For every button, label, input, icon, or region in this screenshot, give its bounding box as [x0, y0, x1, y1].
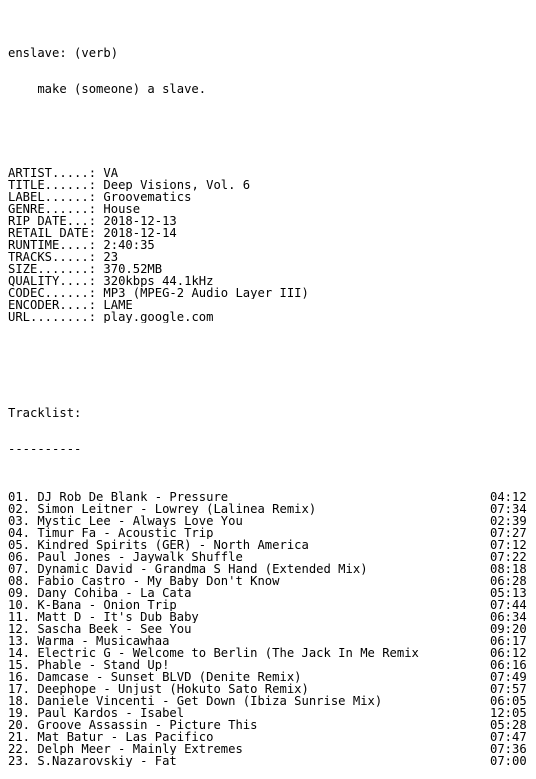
track-duration: 07:00: [490, 755, 527, 767]
metadata-key: TRACKS.....:: [8, 251, 104, 263]
track-row: [8, 707, 532, 719]
track-row: [8, 671, 532, 683]
track-row: [8, 563, 532, 575]
metadata-row: [8, 227, 532, 239]
track-title: 15. Phable - Stand Up!: [8, 659, 170, 671]
spacer: [8, 119, 532, 131]
track-duration: 06:05: [490, 695, 527, 707]
metadata-row: [8, 287, 532, 299]
track-title: 10. K-Bana - Onion Trip: [8, 599, 177, 611]
track-duration: 07:49: [490, 671, 527, 683]
track-title: 01. DJ Rob De Blank - Pressure: [8, 491, 229, 503]
metadata-value: 2:40:35: [103, 239, 155, 251]
track-duration: 07:22: [490, 551, 527, 563]
track-duration: 02:39: [490, 515, 527, 527]
track-duration: 06:17: [490, 635, 527, 647]
metadata-key: CODEC......:: [8, 287, 104, 299]
track-row: [8, 527, 532, 539]
track-duration: 06:28: [490, 575, 527, 587]
metadata-value: 320kbps 44.1kHz: [103, 275, 214, 287]
track-row: [8, 695, 532, 707]
track-row: [8, 587, 532, 599]
metadata-value: Groovematics: [103, 191, 192, 203]
track-title: 22. Delph Meer - Mainly Extremes: [8, 743, 243, 755]
track-title: 09. Dany Cohiba - La Cata: [8, 587, 192, 599]
track-row: [8, 515, 532, 527]
metadata-row: [8, 275, 532, 287]
track-duration: 07:44: [490, 599, 527, 611]
track-row: [8, 539, 532, 551]
track-row: [8, 551, 532, 563]
track-duration: 07:47: [490, 731, 527, 743]
metadata-key: LABEL......:: [8, 191, 104, 203]
track-row: [8, 743, 532, 755]
metadata-key: URL........:: [8, 311, 104, 323]
track-title: 05. Kindred Spirits (GER) - North America: [8, 539, 309, 551]
track-title: 14. Electric G - Welcome to Berlin (The Jack In Me Remix: [8, 647, 419, 659]
track-duration: 07:27: [490, 527, 527, 539]
track-row: [8, 503, 532, 515]
track-title: 20. Groove Assassin - Picture This: [8, 719, 258, 731]
track-row: [8, 611, 532, 623]
track-duration: 06:34: [490, 611, 527, 623]
track-row: [8, 719, 532, 731]
metadata-value: VA: [103, 167, 119, 179]
metadata-value: play.google.com: [103, 311, 214, 323]
track-title: 04. Timur Fa - Acoustic Trip: [8, 527, 214, 539]
track-title: 06. Paul Jones - Jaywalk Shuffle: [8, 551, 243, 563]
track-title: 12. Sascha Beek - See You: [8, 623, 192, 635]
metadata-row: [8, 299, 532, 311]
track-duration: 06:16: [490, 659, 527, 671]
track-title: 03. Mystic Lee - Always Love You: [8, 515, 243, 527]
track-row: [8, 575, 532, 587]
track-title: 19. Paul Kardos - Isabel: [8, 707, 185, 719]
metadata-row: [8, 311, 532, 323]
track-title: 21. Mat Batur - Las Pacifico: [8, 731, 214, 743]
metadata-row: [8, 179, 532, 191]
track-title: 08. Fabio Castro - My Baby Don't Know: [8, 575, 280, 587]
track-duration: 07:36: [490, 743, 527, 755]
track-row: [8, 623, 532, 635]
metadata-key: RETAIL DATE:: [8, 227, 104, 239]
track-duration: 04:12: [490, 491, 527, 503]
track-title: 02. Simon Leitner - Lowrey (Lalinea Remix): [8, 503, 317, 515]
metadata-key: ARTIST.....:: [8, 167, 104, 179]
metadata-value: 2018-12-13: [103, 215, 177, 227]
track-duration: 05:28: [490, 719, 527, 731]
metadata-key: RUNTIME....:: [8, 239, 104, 251]
metadata-value: MP3 (MPEG-2 Audio Layer III): [103, 287, 309, 299]
metadata-value: 2018-12-14: [103, 227, 177, 239]
metadata-key: ENCODER....:: [8, 299, 104, 311]
track-row: [8, 683, 532, 695]
metadata-value: 370.52MB: [103, 263, 163, 275]
track-row: [8, 731, 532, 743]
spacer: [8, 359, 532, 371]
metadata-key: RIP DATE...:: [8, 215, 104, 227]
metadata-row: [8, 167, 532, 179]
metadata-row: [8, 263, 532, 275]
track-duration: 05:13: [490, 587, 527, 599]
track-duration: 08:18: [490, 563, 527, 575]
metadata-row: [8, 239, 532, 251]
metadata-key: GENRE......:: [8, 203, 104, 215]
track-title: 17. Deephope - Unjust (Hokuto Sato Remix): [8, 683, 309, 695]
metadata-value: LAME: [103, 299, 133, 311]
track-row: [8, 659, 532, 671]
track-row: [8, 647, 532, 659]
track-row: [8, 755, 532, 767]
tracklist-heading: Tracklist:: [8, 407, 82, 419]
metadata-value: 23: [103, 251, 119, 263]
metadata-value: House: [103, 203, 141, 215]
metadata-row: [8, 215, 532, 227]
metadata-key: SIZE.......:: [8, 263, 104, 275]
release-metadata: [8, 167, 532, 323]
track-duration: 09:20: [490, 623, 527, 635]
track-title: 13. Warma - Musicawhaa: [8, 635, 170, 647]
track-row: [8, 599, 532, 611]
track-duration: 06:12: [490, 647, 527, 659]
definition-word: enslave: (verb): [8, 47, 119, 59]
track-duration: 07:34: [490, 503, 527, 515]
track-duration: 07:57: [490, 683, 527, 695]
metadata-key: TITLE......:: [8, 179, 104, 191]
release-nfo-document: [8, 23, 532, 779]
metadata-key: QUALITY....:: [8, 275, 104, 287]
metadata-row: [8, 191, 532, 203]
definition-meaning: make (someone) a slave.: [8, 83, 207, 95]
track-title: 11. Matt D - It's Dub Baby: [8, 611, 199, 623]
track-title: 18. Daniele Vincenti - Get Down (Ibiza Sunrise Mix): [8, 695, 383, 707]
track-title: 16. Damcase - Sunset BLVD (Denite Remix): [8, 671, 302, 683]
tracklist-underline: ----------: [8, 443, 82, 455]
track-duration: 12:05: [490, 707, 527, 719]
track-row: [8, 491, 532, 503]
metadata-row: [8, 203, 532, 215]
metadata-value: Deep Visions, Vol. 6: [103, 179, 251, 191]
track-duration: 07:12: [490, 539, 527, 551]
tracklist: [8, 491, 532, 767]
metadata-row: [8, 251, 532, 263]
track-title: 23. S.Nazarovskiy - Fat: [8, 755, 177, 767]
track-title: 07. Dynamic David - Grandma S Hand (Extended Mix): [8, 563, 368, 575]
track-row: [8, 635, 532, 647]
